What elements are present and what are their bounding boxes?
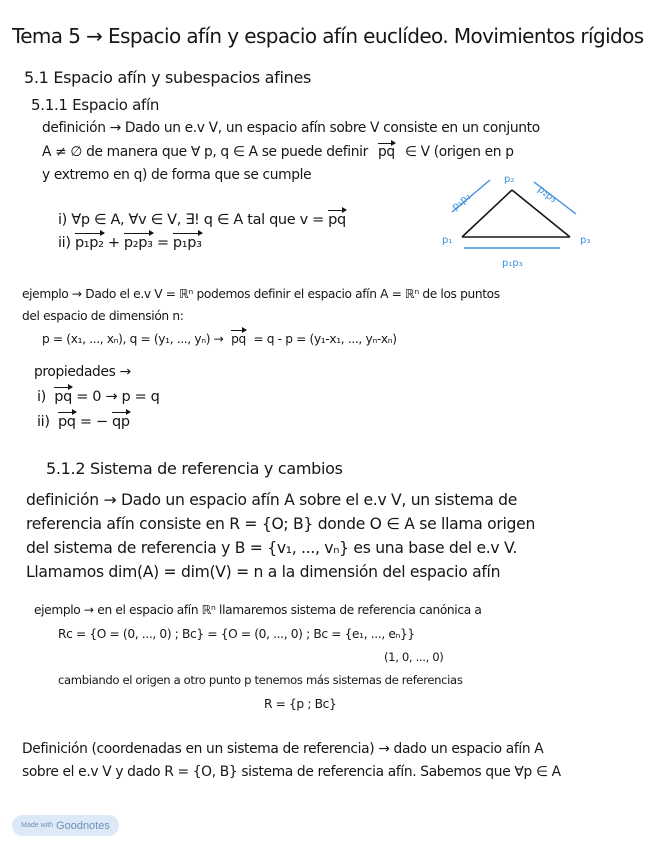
made-with-goodnotes-badge[interactable]	[12, 815, 119, 836]
definition-line-2	[42, 146, 514, 160]
example-1-points: p = (x₁, ..., xₙ), q = (y₁, ..., yₙ) →	[42, 332, 224, 346]
example-1-line-1: ejemplo → Dado el e.v V = ℝⁿ podemos definir el espacio afín A = ℝⁿ de los puntos	[22, 287, 500, 301]
definition-2-line-2: referencia afín consiste en R = {O; B} donde O ∈ A se llama origen	[26, 515, 536, 533]
definition-2-line-1: definición → Dado un espacio afín A sobre el e.v V, un sistema de	[26, 491, 518, 509]
property-i	[58, 213, 346, 228]
label-edge-p1p3: p₁p₃	[502, 258, 523, 269]
definition-2-line-3: del sistema de referencia y B = {v₁, ..., vₙ} es una base del e.v V.	[26, 539, 518, 557]
subsection-heading-5-1-2: 5.1.2 Sistema de referencia y cambios	[46, 459, 343, 478]
page-title: Tema 5 → Espacio afín y espacio afín euclídeo. Movimientos rígidos	[12, 24, 644, 48]
plus-sign: +	[107, 235, 120, 251]
property-i-vector: pq	[328, 212, 346, 228]
label-edge-p1p2: p₁p₂	[450, 191, 473, 213]
properties-i	[37, 390, 160, 405]
definition-line-1: definición → Dado un e.v V, un espacio afín sobre V consiste en un conjunto	[42, 120, 540, 136]
label-p3: p₃	[580, 235, 591, 246]
properties-ii-equals: = −	[79, 414, 108, 430]
equals-sign: =	[156, 235, 169, 251]
vector-pq: pq	[378, 144, 395, 160]
vector-p1p3: p₁p₃	[172, 235, 202, 251]
label-p2: p₂	[504, 174, 515, 185]
properties-ii-label: ii)	[37, 414, 50, 430]
properties-i-rest: = 0 → p = q	[76, 389, 160, 405]
badge-brand-text: Goodnotes	[56, 819, 110, 832]
example-1-line-2: del espacio de dimensión n:	[22, 309, 184, 323]
properties-ii-vector-qp: qp	[112, 414, 130, 430]
example-1-line-3	[42, 333, 397, 345]
property-ii	[58, 236, 202, 251]
example-2-line-5: R = {p ; Bc}	[264, 697, 337, 711]
label-edge-p2p3: p₂p₃	[535, 183, 559, 206]
definition-3-line-1: Definición (coordenadas en un sistema de referencia) → dado un espacio afín A	[22, 741, 544, 757]
label-p1: p₁	[442, 235, 453, 246]
vector-p2p3: p₂p₃	[123, 235, 153, 251]
example-2-line-4: cambiando el origen a otro punto p tenemos más sistemas de referencias	[58, 673, 463, 687]
property-ii-label: ii)	[58, 235, 71, 251]
example-1-difference: = q - p = (y₁-x₁, ..., yₙ-xₙ)	[253, 332, 397, 346]
properties-ii-vector-pq: pq	[57, 414, 76, 430]
definition-2-line-4: Llamamos dim(A) = dim(V) = n a la dimensión del espacio afín	[26, 563, 501, 581]
triangle-diagram	[430, 168, 610, 274]
badge-small-text: Made with	[21, 822, 54, 829]
definition-3-line-2: sobre el e.v V y dado R = {O, B} sistema de referencia afín. Sabemos que ∀p ∈ A	[22, 764, 561, 780]
section-heading-5-1: 5.1 Espacio afín y subespacios afines	[24, 68, 312, 87]
definition-line-2-text: A ≠ ∅ de manera que ∀ p, q ∈ A se puede definir	[42, 144, 368, 160]
properties-i-label: i)	[37, 389, 46, 405]
vector-p1p2: p₁p₂	[74, 235, 104, 251]
example-2-line-1: ejemplo → en el espacio afín ℝⁿ llamaremos sistema de referencia canónica a	[34, 603, 482, 617]
properties-ii	[37, 415, 130, 430]
definition-line-2-end: ∈ V (origen en p	[404, 144, 514, 160]
edge-p2-p3	[512, 190, 570, 237]
definition-line-3: y extremo en q) de forma que se cumple	[42, 167, 312, 183]
property-i-text: i) ∀p ∈ A, ∀v ∈ V, ∃! q ∈ A tal que v =	[58, 212, 324, 228]
example-1-vector: pq	[231, 332, 246, 346]
subsection-heading-5-1-1: 5.1.1 Espacio afín	[31, 96, 160, 114]
example-2-line-2: Rc = {O = (0, ..., 0) ; Bc} = {O = (0, ..., 0) ; Bc = {e₁, ..., eₙ}}	[58, 627, 415, 641]
properties-heading: propiedades →	[34, 364, 131, 380]
example-2-basis-vector: (1, 0, ..., 0)	[384, 650, 444, 664]
properties-i-vector: pq	[54, 389, 72, 405]
